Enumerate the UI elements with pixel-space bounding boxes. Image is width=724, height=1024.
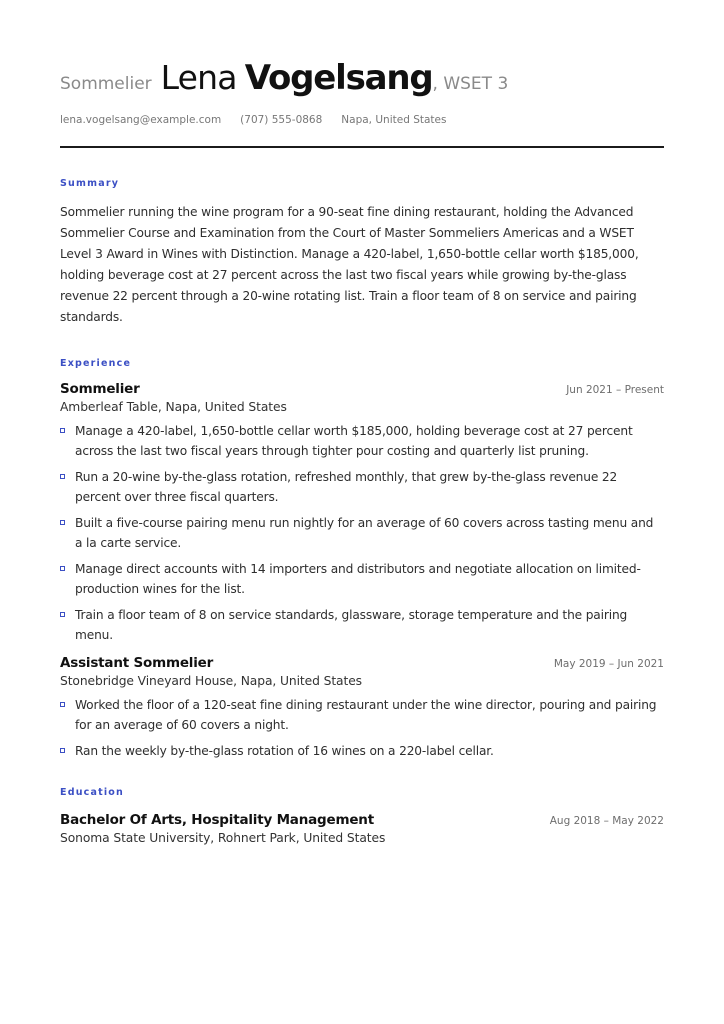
contact-email[interactable]: lena.vogelsang@example.com (60, 114, 222, 126)
job-title: Sommelier (60, 381, 140, 397)
contact-location: Napa, United States (341, 114, 447, 126)
job-bullet (60, 513, 664, 553)
resume-page (60, 58, 664, 845)
job-bullet-text: Manage a 420-label, 1,650-bottle cellar worth $185,000, holding beverage cost at 27 percent across the last two fiscal years through tighter pour costing and quarterly list pruning. (75, 424, 633, 458)
square-bullet-icon (60, 520, 65, 525)
summary-heading: Summary (60, 178, 120, 189)
job-title: Assistant Sommelier (60, 655, 214, 671)
job-bullet-text: Train a floor team of 8 on service standards, glassware, storage temperature and the pairing menu. (75, 608, 628, 642)
job-entry (60, 655, 664, 761)
job-bullet (60, 605, 664, 645)
job-header (60, 381, 664, 397)
job-bullet-list (60, 695, 664, 761)
header-last-name: Vogelsang (244, 58, 433, 98)
square-bullet-icon (60, 612, 65, 617)
education-header (60, 812, 664, 828)
square-bullet-icon (60, 702, 65, 707)
education-dates: Aug 2018 – May 2022 (549, 815, 664, 827)
education-heading: Education (60, 787, 124, 798)
job-header (60, 655, 664, 671)
job-organization: Stonebridge Vineyard House, Napa, United States (60, 674, 362, 688)
header-divider (60, 146, 664, 148)
job-dates: Jun 2021 – Present (566, 384, 664, 396)
header-pre-title: Sommelier (60, 74, 152, 94)
job-bullet (60, 741, 664, 761)
education-entry (60, 812, 664, 845)
job-bullet-text: Ran the weekly by-the-glass rotation of 16 wines on a 220-label cellar. (75, 744, 494, 758)
degree-title: Bachelor Of Arts, Hospitality Management (60, 812, 374, 828)
job-bullet (60, 467, 664, 507)
header-name-row (60, 58, 664, 98)
square-bullet-icon (60, 474, 65, 479)
job-bullet (60, 559, 664, 599)
job-dates: May 2019 – Jun 2021 (553, 658, 664, 670)
job-bullet-text: Built a five-course pairing menu run nightly for an average of 60 covers across tasting menu and a la carte service. (75, 516, 654, 550)
job-bullet-list (60, 421, 664, 645)
square-bullet-icon (60, 748, 65, 753)
square-bullet-icon (60, 428, 65, 433)
job-bullet-text: Manage direct accounts with 14 importers and distributors and negotiate allocation on limited-production wines for the list. (75, 562, 641, 596)
contact-phone[interactable]: (707) 555-0868 (240, 114, 323, 126)
header-suffix: , WSET 3 (432, 74, 509, 94)
experience-heading: Experience (60, 358, 132, 369)
job-bullet-text: Run a 20-wine by-the-glass rotation, refreshed monthly, that grew by-the-glass revenue 22 percent over three fiscal quarters. (75, 470, 618, 504)
square-bullet-icon (60, 566, 65, 571)
job-bullet-text: Worked the floor of a 120-seat fine dining restaurant under the wine director, pouring and pairing for an average of 60 covers a night. (75, 698, 657, 732)
header-first-name: Lena (160, 58, 237, 97)
job-entry (60, 381, 664, 645)
job-organization: Amberleaf Table, Napa, United States (60, 400, 287, 414)
education-institution: Sonoma State University, Rohnert Park, United States (60, 831, 386, 845)
contact-row (60, 114, 664, 126)
job-bullet (60, 695, 664, 735)
summary-text: Sommelier running the wine program for a 90-seat fine dining restaurant, holding the Advanced Sommelier Course and Examination from the Court of Master Sommeliers Americas and a WSET Level 3 Award in Wines with Distinction. Manage a 420-label, 1,650-bottle cellar worth $185,000, holding beverage cost at 27 percent across the last two fiscal years while growing by-the-glass revenue 22 percent through a 20-wine rotating list. Train a floor team of 8 on service and pairing standards. (60, 205, 639, 324)
job-bullet (60, 421, 664, 461)
